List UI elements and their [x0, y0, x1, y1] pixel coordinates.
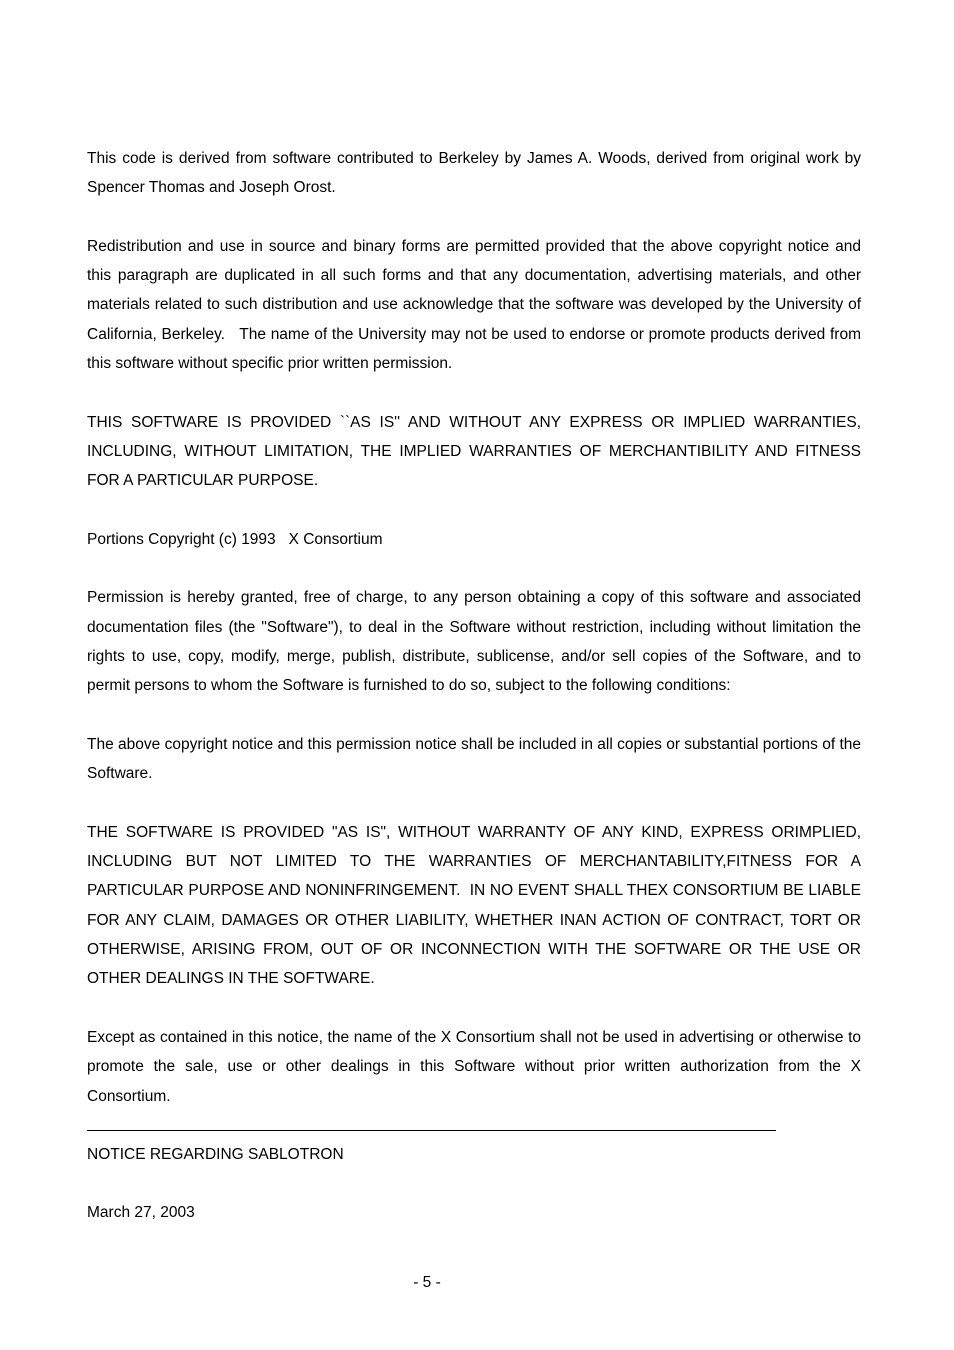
paragraph-x-copyright: Portions Copyright (c) 1993 X Consortium [87, 530, 383, 548]
page-number: - 5 - [413, 1274, 441, 1291]
section-divider [87, 1130, 776, 1131]
notice-title: NOTICE REGARDING SABLOTRON [87, 1146, 344, 1163]
paragraph-permission: Permission is hereby granted, free of charge, to any person obtaining a copy of this software and associated documentation files (the "Software"), to deal in the Software without restriction, including without limitation the rights to use, copy, modify, merge, publish, distribute, sublicense, and/or sell copies of the Software, and to permit persons to whom the Software is furnished to do so, subject to the following conditions: [87, 589, 861, 695]
paragraph-berkeley-origin: This code is derived from software contributed to Berkeley by James A. Woods, derived from original work by Spencer Thomas and Joseph Orost. [87, 150, 861, 197]
paragraph-notice-inclusion: The above copyright notice and this permission notice shall be included in all copies or substantial portions of the Software. [87, 735, 861, 783]
paragraph-warranty-disclaimer: THIS SOFTWARE IS PROVIDED ``AS IS'' AND WITHOUT ANY EXPRESS OR IMPLIED WARRANTIES, INCLUDING, WITHOUT LIMITATION, THE IMPLIED WARRANTIES OF MERCHANTIBILITY AND FITNESS FOR A PARTICULAR PURPOSE. [87, 413, 861, 490]
license-body [87, 144, 861, 1140]
paragraph-x-disclaimer: THE SOFTWARE IS PROVIDED "AS IS", WITHOUT WARRANTY OF ANY KIND, EXPRESS ORIMPLIED, INCLUDING BUT NOT LIMITED TO THE WARRANTIES OF MERCHANTABILITY,FITNESS FOR A PARTICULAR PURPOSE AND NONINFRINGEMENT. IN NO EVENT SHALL THEX CONSORTIUM BE LIABLE FOR ANY CLAIM, DAMAGES OR OTHER LIABILITY, WHETHER INAN ACTION OF CONTRACT, TORT OR OTHERWISE, ARISING FROM, OUT OF OR INCONNECTION WITH THE SOFTWARE OR THE USE OR OTHER DEALINGS IN THE SOFTWARE. [87, 823, 861, 988]
notice-date: March 27, 2003 [87, 1204, 195, 1221]
paragraph-redistribution: Redistribution and use in source and binary forms are permitted provided that the above copyright notice and this paragraph are duplicated in all such forms and that any documentation, advertising materials, and other materials related to such distribution and use acknowledge that the software was developed by the University of California, Berkeley. The name of the University may not be used to endorse or promote products derived from this software without specific prior written permission. [87, 237, 861, 373]
paragraph-x-name-usage: Except as contained in this notice, the name of the X Consortium shall not be used in advertising or otherwise to promote the sale, use or other dealings in this Software without prior written authorization from the X Consortium. [87, 1028, 861, 1105]
